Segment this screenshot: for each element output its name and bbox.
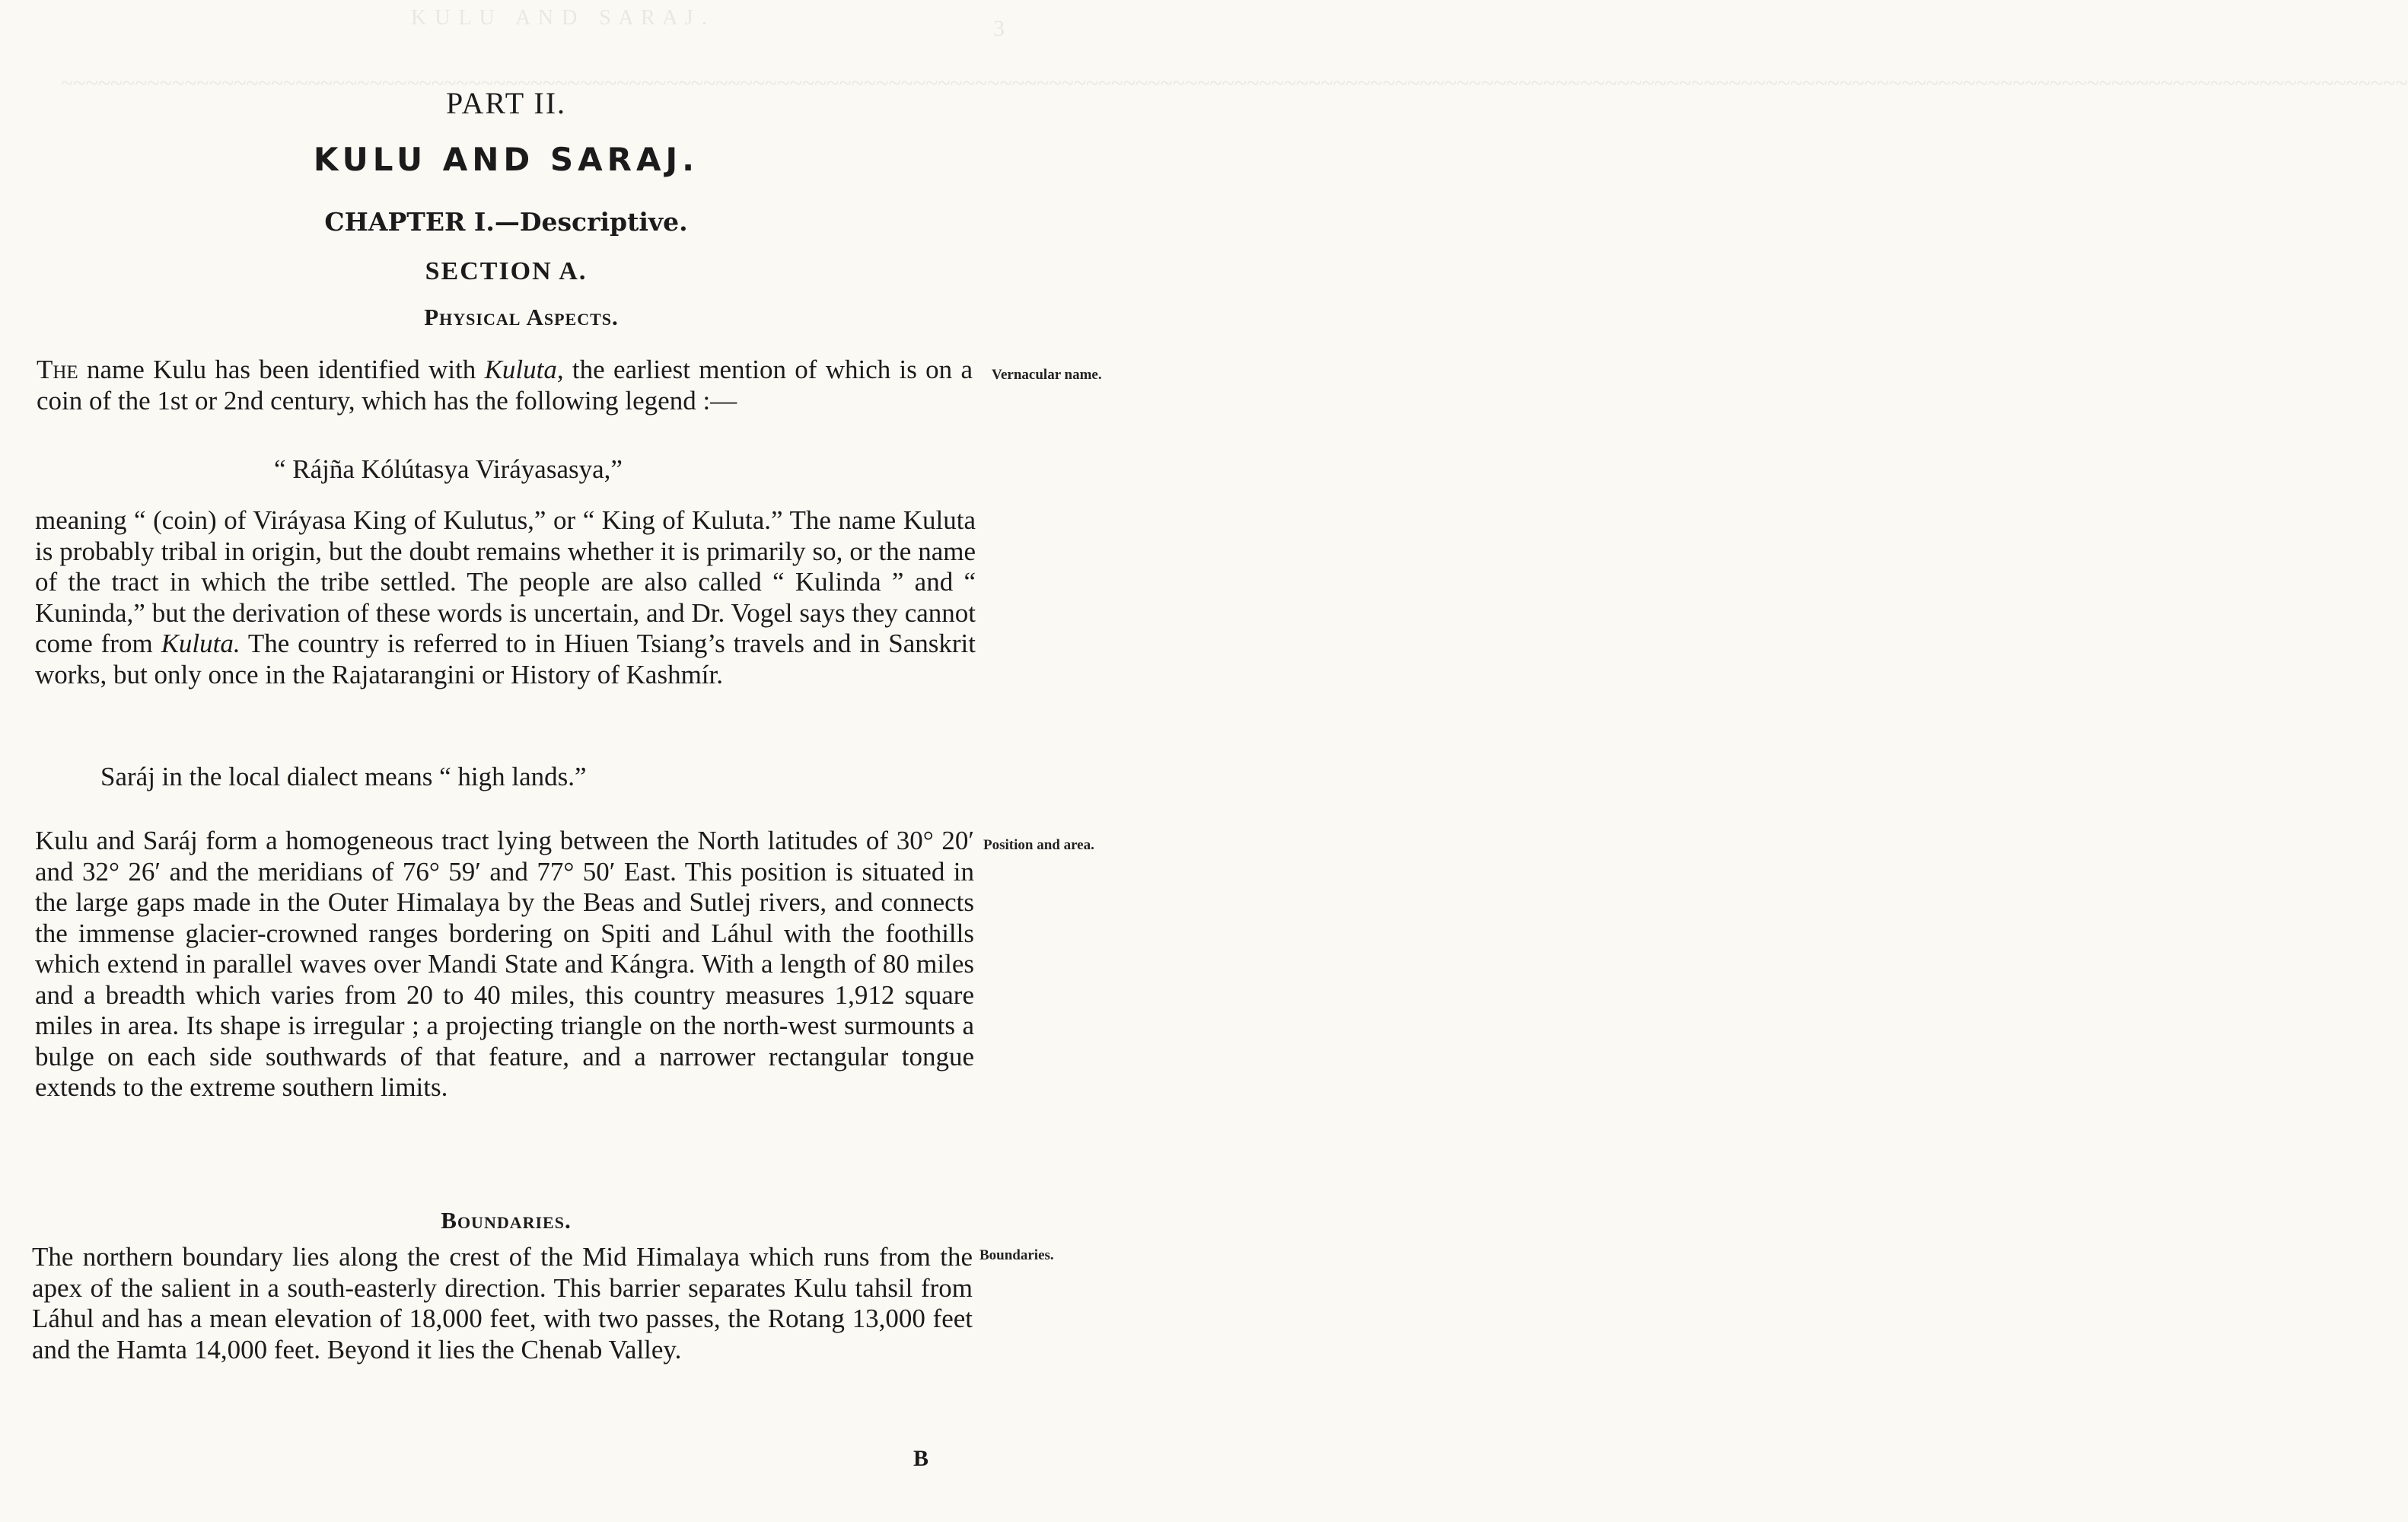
italic-kuluta-2: Kuluta. (161, 629, 240, 658)
paragraph-kuluta-meaning (35, 505, 976, 690)
lead-word: The (37, 355, 78, 384)
para2-text-b: The country is referred to in Hiuen Tsiang’s travels and in Sanskrit works, but only once in the Rajatarangini or History of Kashmír. (35, 629, 976, 689)
margin-note-position: Position and area. (983, 837, 1094, 853)
signature-mark: B (913, 1446, 929, 1471)
italic-kuluta: Kuluta, (484, 355, 564, 384)
saraj-meaning-line: Saráj in the local dialect means “ high lands.” (100, 762, 587, 791)
para1-text-b: the earliest mention of which is on a coin of the 1st or 2nd century, which has the following legend :— (37, 355, 973, 416)
margin-note-boundaries: Boundaries. (979, 1247, 1054, 1263)
margin-note-vernacular: Vernacular name. (992, 367, 1102, 383)
subheading-boundaries: Boundaries. (441, 1207, 572, 1234)
coin-legend-quote: “ Rájña Kólútasya Viráyasasya,” (274, 454, 623, 484)
paragraph-vernacular-name (37, 355, 973, 416)
bleed-through-text: K U L U A N D S A R A J . 3 ~~~~~~~~~~~~~~~~~~~~~~~~~~~~~~~~~~~~~~~~~~~~~~~~~~~~~~~~~~~~~~~~~~~~~~~~~~~~~~~~~~~~~~~~~~~~~~~~~~~~~~~~~~~~~~~~~~~~~~~~~~~~~~~~~~~~~~~~~~~~~~~~~~~~~~~~~~~~~~~~~~~~~~~~~~~~~~~~~~~~~~~~~~~~~~ (61, 6, 2408, 96)
paragraph-position-area: Kulu and Saráj form a homogeneous tract lying between the North latitudes of 30° 20′ and 32° 26′ and the meridians of 76° 59′ and 77° 50′ East. This position is situated in the large gaps made in the Outer Himalaya by the Beas and Sutlej rivers, and connects the immense glacier-crowned ranges bordering on Spiti and Láhul with the foothills which extend in parallel waves over Mandi State and Kángra. With a length of 80 miles and a breadth which varies from 20 to 40 miles, this country measures 1,912 square miles in area. Its shape is irregular ; a projecting triangle on the north-west surmounts a bulge on each side southwards of that feature, and a narrower rectangular tongue extends to the extreme southern limits. (35, 826, 974, 1102)
part-heading: PART II. (445, 86, 567, 120)
para2-text-a: meaning “ (coin) of Viráyasa King of Kulutus,” or “ King of Kuluta.” The name Kuluta is probably tribal in origin, but the doubt remains whether it is primarily so, or the name of the tract in which the tribe settled. The people are also called “ Kulinda ” and “ Kuninda,” but the derivation of these words is uncertain, and Dr. Vogel says they cannot come from (35, 505, 976, 658)
para1-text-a: name Kulu has been identified with (78, 355, 485, 384)
paragraph-boundaries: The northern boundary lies along the crest of the Mid Himalaya which runs from the apex of the salient in a south-easterly direction. This barrier separates Kulu tahsil from Láhul and has a mean elevation of 18,000 feet, with two passes, the Rotang 13,000 feet and the Hamta 14,000 feet. Beyond it lies the Chenab Valley. (32, 1242, 973, 1364)
section-heading: SECTION A. (425, 257, 588, 285)
chapter-heading: CHAPTER I.—Descriptive. (324, 207, 688, 237)
subheading-physical-aspects: Physical Aspects. (424, 304, 619, 330)
main-title: KULU AND SARAJ. (313, 141, 699, 178)
